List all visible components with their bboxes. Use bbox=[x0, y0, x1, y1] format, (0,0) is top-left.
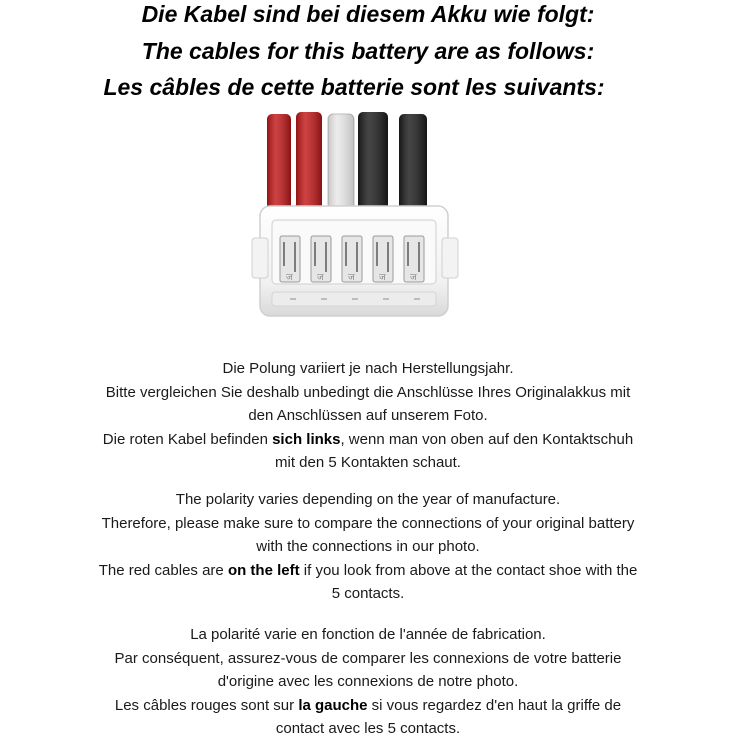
german-bold-phrase: sich links bbox=[272, 430, 341, 448]
connector-housing bbox=[252, 206, 458, 316]
english-line-3: with the connections in our photo. bbox=[256, 538, 480, 555]
english-description bbox=[0, 488, 736, 606]
svg-text:ज: ज bbox=[379, 273, 386, 283]
english-line-4-end: if you look from above at the contact shoe with the bbox=[299, 561, 638, 579]
french-line-1: La polarité varie en fonction de l'année de fabrication. bbox=[190, 626, 546, 643]
french-line-3: d'origine avec les connexions de notre photo. bbox=[217, 673, 519, 690]
english-line-4-start: The red cables are bbox=[98, 561, 228, 579]
german-line-2: Bitte vergleichen Sie deshalb unbedingt die Anschlüsse Ihres Originalakkus mit bbox=[105, 383, 631, 401]
svg-text:ज: ज bbox=[286, 273, 293, 283]
english-line-2: Therefore, please make sure to compare the connections of your original battery bbox=[101, 514, 635, 532]
battery-connector-photo bbox=[250, 108, 460, 338]
french-description bbox=[0, 623, 736, 741]
english-line-1: The polarity varies depending on the year of manufacture. bbox=[175, 491, 561, 508]
english-bold-phrase: on the left bbox=[227, 561, 300, 579]
german-description bbox=[0, 357, 736, 475]
french-line-4-start: Les câbles rouges sont sur bbox=[114, 696, 299, 714]
french-line-4 bbox=[0, 694, 736, 718]
german-line-4-end: , wenn man von oben auf den Kontaktschuh bbox=[340, 430, 634, 448]
svg-text:ज: ज bbox=[410, 273, 417, 283]
german-line-5: mit den 5 Kontakten schaut. bbox=[275, 454, 461, 471]
french-bold-phrase: la gauche bbox=[298, 696, 368, 714]
german-line-4-start: Die roten Kabel befinden bbox=[102, 430, 273, 448]
german-line-3: den Anschlüssen auf unserem Foto. bbox=[248, 407, 488, 424]
german-line-4 bbox=[0, 428, 736, 452]
svg-text:ज: ज bbox=[317, 273, 324, 283]
cables bbox=[267, 112, 427, 218]
heading-german: Die Kabel sind bei diesem Akku wie folgt: bbox=[141, 1, 595, 27]
german-line-1: Die Polung variiert je nach Herstellungsjahr. bbox=[222, 360, 514, 377]
french-line-2: Par conséquent, assurez-vous de comparer les connexions de votre batterie bbox=[114, 649, 622, 667]
english-line-5: 5 contacts. bbox=[331, 585, 405, 602]
french-line-5: contact avec les 5 contacts. bbox=[275, 720, 461, 737]
english-line-4 bbox=[0, 559, 736, 583]
heading-french: Les câbles de cette batterie sont les suivants: bbox=[103, 74, 605, 100]
french-line-4-end: si vous regardez d'en haut la griffe de bbox=[367, 696, 622, 714]
heading-english: The cables for this battery are as follows: bbox=[141, 38, 595, 64]
svg-text:ज: ज bbox=[348, 273, 355, 283]
